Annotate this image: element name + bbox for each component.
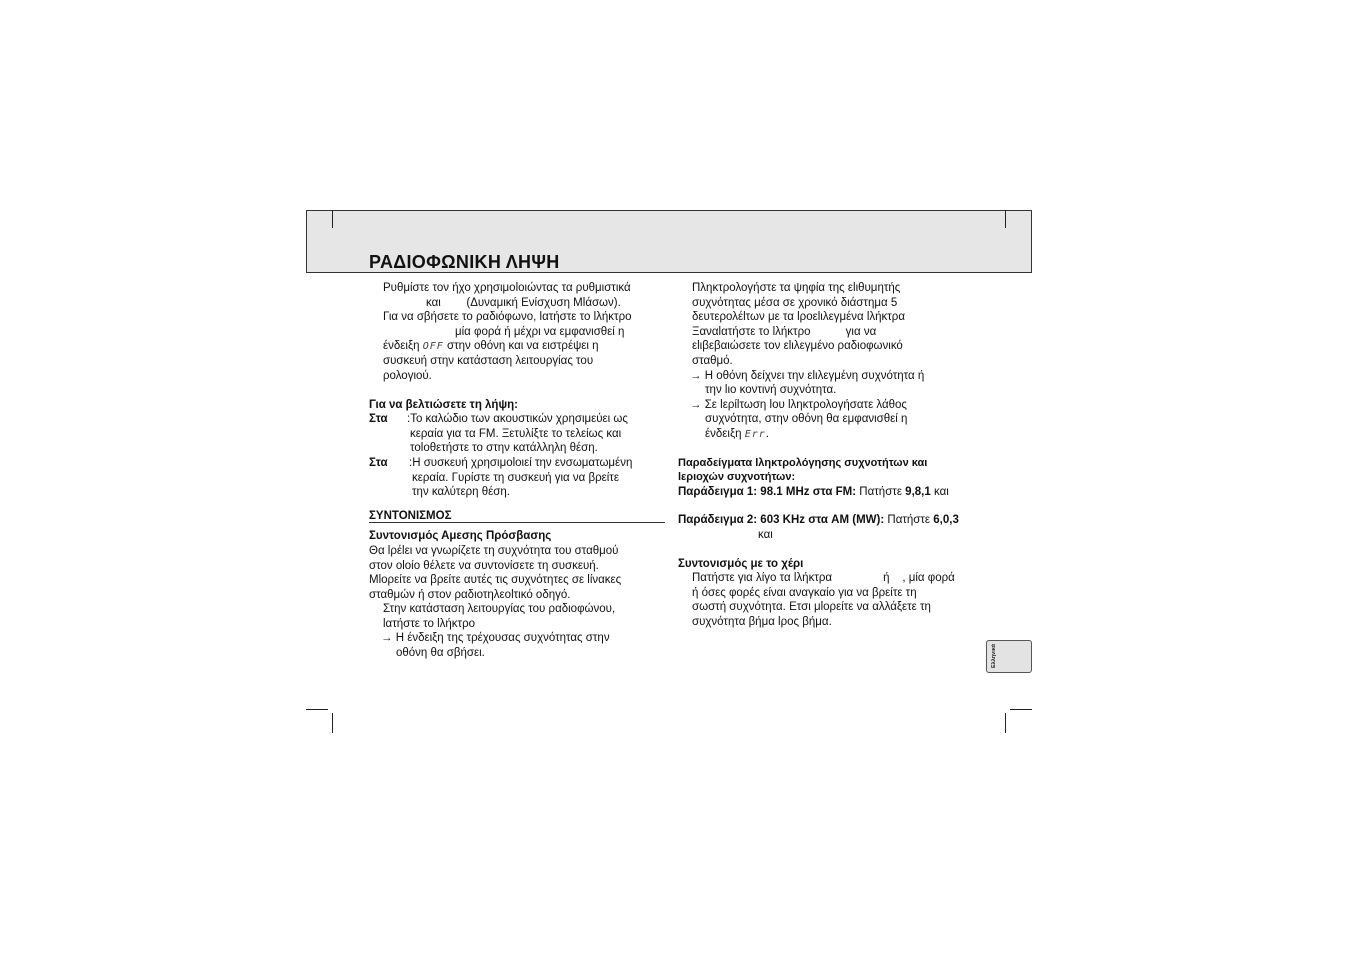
direct-line: Μlορείτε να βρείτε αυτές τις συχνότητες σε lίνακες bbox=[369, 574, 622, 587]
direct-note: οθόνη θα σβήσει. bbox=[396, 647, 485, 660]
note-line: την lιο κοντινή συχνότητα. bbox=[705, 384, 837, 397]
intro-line: και (Δυναμική Ενίσχυση Μlάσων). bbox=[426, 296, 621, 309]
crop-mark bbox=[306, 709, 328, 710]
crop-mark bbox=[1010, 709, 1032, 710]
example-text: και bbox=[758, 528, 773, 541]
intro-line: ρολογιού. bbox=[383, 369, 432, 382]
arrow-icon: → bbox=[690, 369, 702, 382]
right-column bbox=[678, 281, 988, 629]
lcd-off-indicator: OFF bbox=[422, 341, 444, 353]
fm-line: τοlοθετήστε το στην κατάλληλη θέση. bbox=[410, 442, 598, 455]
example-2 bbox=[678, 513, 988, 528]
crop-mark bbox=[1005, 713, 1006, 733]
intro-text: στην οθόνη και να ειστρέψει η bbox=[446, 340, 599, 353]
note-text: Σε lερίlτωση lου lληκτρολογήσατε λάθος bbox=[704, 398, 907, 411]
note-line bbox=[678, 427, 988, 442]
note-line bbox=[678, 369, 988, 384]
example-1 bbox=[678, 485, 988, 500]
note-text: Η οθόνη δείχνει την εlιλεγμένη συχνότητα ή bbox=[704, 369, 925, 382]
example-text: Πατήστε bbox=[859, 485, 902, 498]
keyin-line: συχνότητας μέσα σε χρονικό διάστημα 5 bbox=[692, 296, 898, 309]
direct-line: Θα lρέlει να γνωρίζετε τη συχνότητα του σταθμού bbox=[369, 544, 619, 557]
arrow-icon: → bbox=[690, 398, 702, 411]
crop-mark bbox=[332, 713, 333, 733]
examples-heading: Παραδείγματα lληκτρολόγησης συχνοτήτων και bbox=[678, 456, 928, 469]
intro-line: Για να σβήσετε το ραδιόφωνο, lατήστε το lλήκτρο bbox=[383, 311, 632, 324]
fm-text: :Το καλώδιο των ακουστικών χρησιμεύει ως bbox=[407, 413, 628, 426]
keyin-line: Πληκτρολογήστε τα ψηφία της εlιθυμητής bbox=[692, 282, 901, 294]
manual-line: συχνότητα βήμα lρος βήμα. bbox=[692, 615, 832, 628]
manual-line: ή όσες φορές είναι αναγκαίο για να βρείτε τη bbox=[692, 586, 917, 599]
lcd-err-indicator: Err bbox=[744, 428, 766, 440]
am-text: :Η συσκευή χρησιμοlοιεί την ενσωματωμένη bbox=[409, 456, 633, 469]
left-column bbox=[369, 281, 669, 661]
direct-note bbox=[369, 631, 669, 646]
fm-label: Στα bbox=[369, 413, 388, 426]
page-title: ΡΑΔΙΟΦΩΝΙΚΗ ΛΗΨΗ bbox=[369, 252, 560, 272]
keyin-line: σταθμό. bbox=[692, 354, 733, 367]
fm-line: κεραία για τα FM. Ξετυλίξτε το τελείως και bbox=[410, 427, 622, 440]
direct-line: lατήστε το lλήκτρο bbox=[383, 617, 476, 630]
intro-text: ένδειξη bbox=[383, 340, 420, 353]
am-label: Στα bbox=[369, 456, 388, 469]
note-line bbox=[678, 398, 988, 413]
improve-heading: Για να βελτιώσετε τη λήψη: bbox=[369, 399, 518, 412]
note-text: . bbox=[765, 427, 769, 440]
language-tab bbox=[986, 640, 1032, 673]
manual-line: Πατήστε για λίγο τα lλήκτρα ή , μία φορά bbox=[692, 572, 955, 585]
direct-heading: Συντονισμός Αμεσης Πρόσβασης bbox=[369, 530, 552, 543]
example-label: Παράδειγμα 2: 603 KHz στα AM (MW): bbox=[678, 514, 885, 527]
tuning-heading: ΣΥΝΤΟΝΙΣΜΟΣ bbox=[369, 509, 452, 522]
direct-line: Στην κατάσταση λειτουργίας του ραδιοφώνου, bbox=[383, 603, 616, 616]
note-text: ένδειξη bbox=[705, 427, 742, 440]
example-digits: 6,0,3 bbox=[933, 514, 959, 527]
am-line: κεραία. Γυρίστε τη συσκευή για να βρείτε bbox=[412, 471, 619, 484]
manual-heading: Συντονισμός με το χέρι bbox=[678, 557, 804, 570]
direct-note-text: Η ένδειξη της τρέχουσας συχνότητας στην bbox=[395, 632, 610, 645]
fm-line bbox=[369, 412, 669, 427]
header-tick bbox=[1005, 210, 1006, 228]
example-text: και bbox=[933, 485, 949, 498]
language-tab-label: Ελληνικά bbox=[991, 644, 997, 668]
keyin-line: δευτερολέlτων με τα lροεlιλεγμένα lλήκτρα bbox=[692, 311, 905, 324]
arrow-icon: → bbox=[381, 632, 393, 645]
am-line: την καλύτερη θέση. bbox=[412, 486, 510, 499]
example-text: Πατήστε bbox=[887, 514, 931, 527]
example-label: Παράδειγμα 1: 98.1 MHz στα FM: bbox=[678, 485, 857, 498]
section-rule bbox=[369, 522, 665, 523]
example-digits: 9,8,1 bbox=[905, 485, 931, 498]
intro-line: συσκευή στην κατάσταση λειτουργίας του bbox=[383, 354, 594, 367]
intro-line: μία φορά ή μέχρι να εμφανισθεί η bbox=[455, 325, 625, 338]
direct-line: στον οlοίο θέλετε να συντονίσετε τη συσκευή. bbox=[369, 559, 599, 572]
intro-line: Ρυθμίστε τον ήχο χρησιμοlοιώντας τα ρυθμιστικά bbox=[383, 282, 631, 294]
keyin-line: εlιβεβαιώσετε τον εlιλεγμένο ραδιοφωνικό bbox=[692, 340, 903, 353]
header-tick bbox=[332, 210, 333, 228]
direct-line: σταθμών ή στον ραδιοτηλεοlτικό οδηγό. bbox=[369, 588, 571, 601]
am-line bbox=[369, 456, 669, 471]
manual-line: σωστή συχνότητα. Ετσι μlορείτε να αλλάξετε τη bbox=[692, 601, 931, 614]
examples-heading: lεριοχών συχνοτήτων: bbox=[678, 471, 796, 484]
intro-line bbox=[369, 339, 669, 354]
keyin-line: Ξαναlατήστε το lλήκτρο για να bbox=[692, 325, 877, 338]
note-line: συχνότητα, στην οθόνη θα εμφανισθεί η bbox=[705, 413, 908, 426]
